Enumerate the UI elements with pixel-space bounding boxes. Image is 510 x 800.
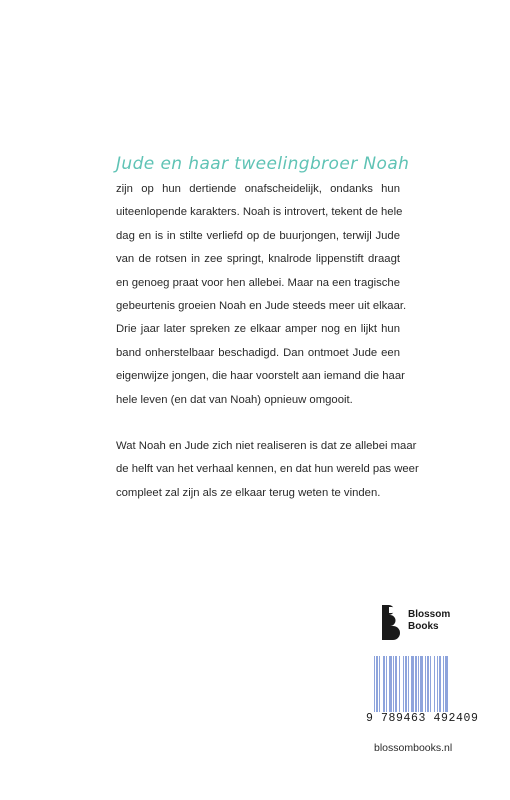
blurb-line: Drie jaar later spreken ze elkaar amper nog en lijkt hun: [116, 323, 400, 336]
blurb-line: compleet zal zijn als ze elkaar terug weten te vinden.: [116, 486, 381, 499]
blurb-line: gebeurtenis groeien Noah en Jude steeds meer uit elkaar.: [116, 300, 407, 313]
blurb-line: en genoeg praat voor hen allebei. Maar na een tragische: [116, 276, 400, 289]
publisher-website: blossombooks.nl: [374, 742, 453, 754]
barcode-icon: [374, 656, 484, 712]
blurb-line: band onherstelbaar beschadigd. Dan ontmoet Jude een: [116, 346, 400, 359]
blurb-line: zijn op hun dertiende onafscheidelijk, ondanks hun: [116, 183, 400, 195]
blurb-paragraph-2: [116, 435, 419, 505]
blurb-heading: Jude en haar tweelingbroer Noah: [116, 154, 410, 174]
blurb-line: dag en is in stilte verliefd op de buurjongen, terwijl Jude: [116, 229, 400, 242]
publisher-logo: [380, 604, 490, 640]
publisher-name: [408, 609, 450, 633]
publisher-name-line-1: Blossom: [408, 609, 451, 620]
blurb-line: van de rotsen in zee springt, knalrode lippenstift draagt: [116, 253, 400, 266]
isbn-barcode: [364, 652, 494, 734]
blurb-line: eigenwijze jongen, die haar voorstelt aan iemand die haar: [116, 370, 405, 383]
blurb-line: Wat Noah en Jude zich niet realiseren is dat ze allebei maar: [116, 440, 417, 452]
blurb-paragraph-1: [116, 178, 407, 412]
blurb-line: uiteenlopende karakters. Noah is introvert, tekent de hele: [116, 206, 403, 219]
blurb-line: de helft van het verhaal kennen, en dat hun wereld pas weer: [116, 463, 419, 476]
blurb-line: hele leven (en dat van Noah) opnieuw omgooit.: [116, 393, 353, 406]
isbn-number: 9 789463 492409: [366, 712, 479, 725]
barcode-bar: [448, 656, 449, 712]
double-b-logo-icon: [380, 604, 402, 640]
publisher-name-line-2: Books: [408, 621, 439, 632]
